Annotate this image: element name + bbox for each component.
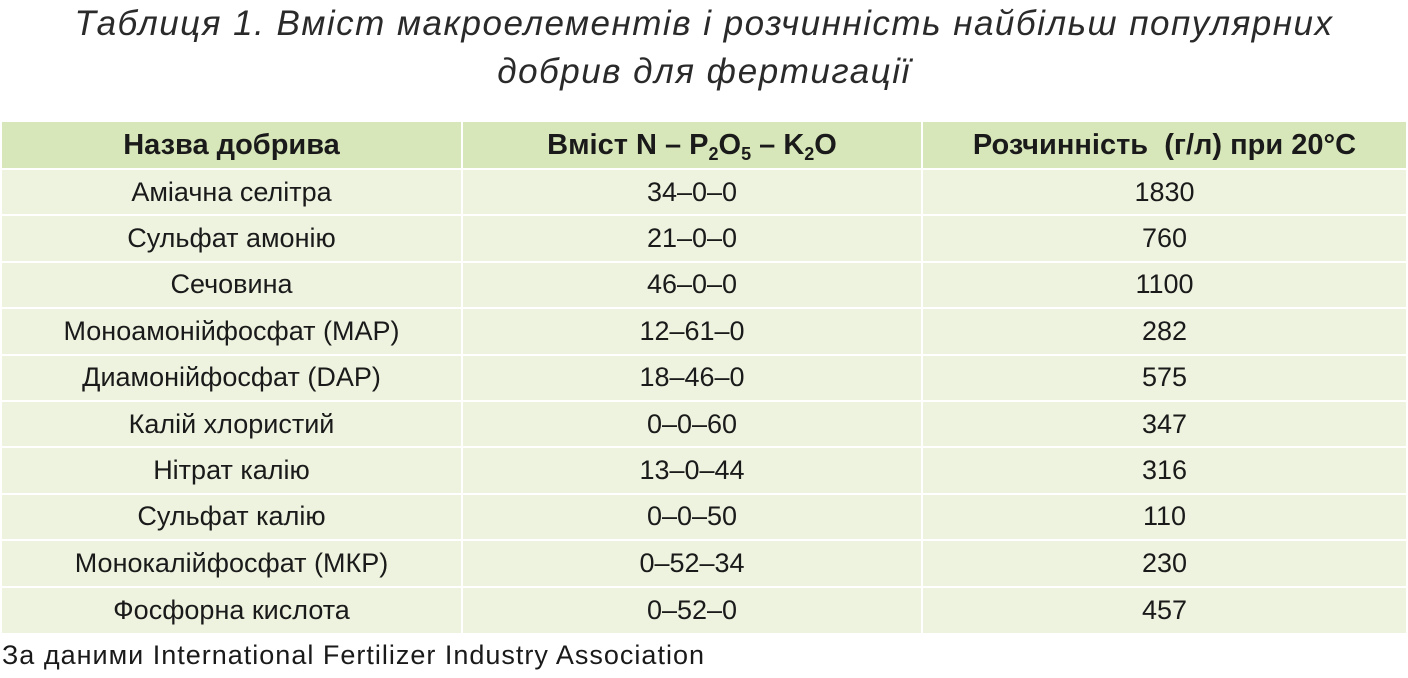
cell-solubility: 1830: [922, 169, 1406, 215]
cell-npk: 0–0–60: [462, 401, 922, 447]
table-row: [2, 355, 1406, 401]
table-row: [2, 169, 1406, 215]
header-npk-text-4: O: [814, 128, 837, 161]
table-row: [2, 308, 1406, 354]
fertilizer-table: [2, 122, 1406, 633]
header-npk-sub-3: 2: [804, 143, 815, 164]
cell-npk: 12–61–0: [462, 308, 922, 354]
header-fertilizer-name: Назва добрива: [2, 122, 462, 169]
header-npk-text-2: O: [718, 128, 742, 161]
header-npk-content: [462, 122, 922, 169]
table-row: [2, 494, 1406, 540]
cell-npk: 46–0–0: [462, 262, 922, 308]
cell-npk: 21–0–0: [462, 215, 922, 261]
cell-solubility: 347: [922, 401, 1406, 447]
caption-line-2: добрив для фертигації: [497, 52, 911, 91]
table-body: [2, 169, 1406, 633]
cell-solubility: 230: [922, 540, 1406, 586]
table-row: [2, 540, 1406, 586]
cell-npk: 13–0–44: [462, 447, 922, 493]
cell-fertilizer-name: Сульфат калію: [2, 494, 462, 540]
header-solubility: Розчинність (г/л) при 20°С: [922, 122, 1406, 169]
table-row: [2, 447, 1406, 493]
cell-fertilizer-name: Калій хлористий: [2, 401, 462, 447]
cell-fertilizer-name: Аміачна селітра: [2, 169, 462, 215]
caption-line-1: Таблиця 1. Вміст макроелементів і розчинність найбільш популярних: [74, 4, 1334, 43]
cell-fertilizer-name: Сечовина: [2, 262, 462, 308]
table-header-row: [2, 122, 1406, 169]
cell-npk: 18–46–0: [462, 355, 922, 401]
header-npk-text-1: Вміст N – P: [547, 128, 709, 161]
cell-solubility: 282: [922, 308, 1406, 354]
header-npk-text-3: – K: [751, 128, 805, 161]
table-row: [2, 262, 1406, 308]
cell-solubility: 457: [922, 587, 1406, 633]
cell-npk: 0–52–34: [462, 540, 922, 586]
cell-solubility: 1100: [922, 262, 1406, 308]
cell-npk: 34–0–0: [462, 169, 922, 215]
header-npk-sub-1: 2: [708, 143, 719, 164]
source-note: За даними International Fertilizer Industry Association: [2, 640, 705, 670]
table-row: [2, 215, 1406, 261]
cell-solubility: 575: [922, 355, 1406, 401]
cell-fertilizer-name: Монокалійфосфат (МКР): [2, 540, 462, 586]
cell-fertilizer-name: Нітрат калію: [2, 447, 462, 493]
cell-fertilizer-name: Диамонійфосфат (DAP): [2, 355, 462, 401]
cell-solubility: 316: [922, 447, 1406, 493]
table-caption: [0, 0, 1408, 96]
cell-fertilizer-name: Сульфат амонію: [2, 215, 462, 261]
cell-solubility: 110: [922, 494, 1406, 540]
cell-fertilizer-name: Моноамонійфосфат (МАР): [2, 308, 462, 354]
cell-solubility: 760: [922, 215, 1406, 261]
table-row: [2, 401, 1406, 447]
header-npk-sub-2: 5: [741, 143, 752, 164]
cell-npk: 0–0–50: [462, 494, 922, 540]
table-row: [2, 587, 1406, 633]
cell-fertilizer-name: Фосфорна кислота: [2, 587, 462, 633]
cell-npk: 0–52–0: [462, 587, 922, 633]
